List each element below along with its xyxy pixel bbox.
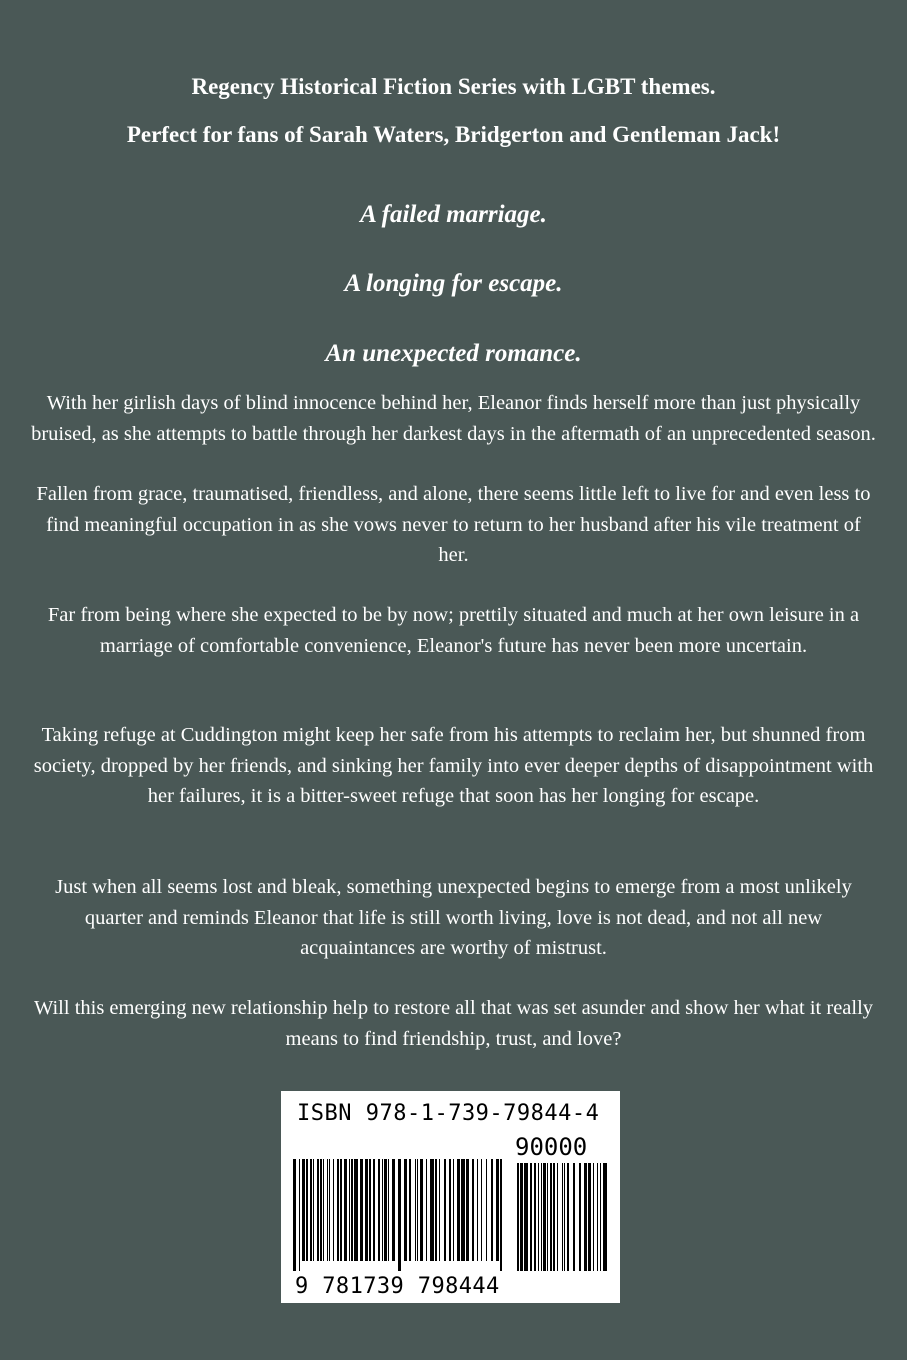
barcode-bar — [573, 1163, 575, 1271]
tagline-2: A longing for escape. — [344, 270, 563, 297]
barcode-bar — [588, 1163, 591, 1271]
barcode-bar — [466, 1159, 469, 1261]
barcode-bar — [520, 1163, 523, 1271]
barcode-bar — [457, 1159, 460, 1261]
barcode-bar — [496, 1159, 499, 1261]
blurb-paragraph-3: Far from being where she expected to be by now; prettily situated and much at her own leisure in a marriage of comfortable convenience, Eleanor's future has never been more uncertain. — [47, 604, 860, 657]
barcode-bar — [500, 1159, 502, 1271]
barcode-bar — [453, 1159, 454, 1261]
barcode-bar — [344, 1159, 347, 1261]
barcode-bar — [323, 1159, 324, 1261]
barcode-bar — [449, 1159, 451, 1261]
barcode-bar — [420, 1159, 423, 1261]
barcode-bar — [593, 1163, 594, 1271]
barcode-bar — [388, 1159, 389, 1261]
barcode-bar — [547, 1163, 548, 1271]
barcode-bar — [415, 1159, 416, 1261]
barcode-bar — [517, 1163, 519, 1271]
barcode-bar — [337, 1159, 339, 1261]
barcode-bar — [384, 1159, 387, 1261]
barcode-bar — [382, 1159, 383, 1261]
barcode-bar — [530, 1163, 532, 1271]
price-code: 90000 — [515, 1133, 588, 1161]
barcode-bar — [435, 1159, 437, 1261]
barcode-bar — [409, 1159, 411, 1261]
barcode-bar — [404, 1159, 407, 1261]
barcode-bar — [538, 1163, 539, 1271]
barcode-bar — [306, 1159, 308, 1261]
barcode-bar — [354, 1159, 358, 1261]
fans-recommendation: Perfect for fans of Sarah Waters, Bridgerton and Gentleman Jack! — [126, 122, 781, 147]
series-description: Regency Historical Fiction Series with LGBT themes. — [191, 74, 716, 99]
barcode-bar — [313, 1159, 314, 1261]
blurb-paragraph-4: Taking refuge at Cuddington might keep her safe from his attempts to reclaim her, but shunned from society, dropped by her friends, and sinking her family into ever deeper depths of disappointment with her failures, it is a bitter-sweet refuge that soon has her longing for escape. — [33, 724, 874, 807]
barcode-bar — [340, 1159, 342, 1261]
barcode-bar — [327, 1159, 328, 1261]
barcode-bar — [557, 1163, 558, 1271]
addon-barcode-bars — [517, 1163, 611, 1273]
barcode-bar — [430, 1159, 434, 1261]
barcode-bar — [579, 1163, 581, 1271]
barcode-bar — [553, 1163, 555, 1271]
barcode-bar — [524, 1163, 528, 1271]
barcode-bar — [373, 1159, 375, 1261]
barcode-bar — [597, 1163, 598, 1271]
barcode-bar — [365, 1159, 368, 1261]
barcode-bar — [603, 1163, 607, 1271]
barcode-bar — [562, 1163, 563, 1271]
barcode-bar — [491, 1159, 493, 1261]
barcode-bar — [369, 1159, 371, 1261]
barcode-bar — [293, 1159, 296, 1271]
isbn-number: ISBN 978-1-739-79844-4 — [297, 1101, 600, 1126]
barcode-bar — [567, 1163, 569, 1271]
barcode-bar — [351, 1159, 353, 1261]
barcode-bar — [564, 1163, 565, 1271]
barcode-bar — [320, 1159, 322, 1261]
barcode-bar — [302, 1159, 305, 1261]
isbn-barcode — [281, 1091, 620, 1303]
blurb-paragraph-1: With her girlish days of blind innocence behind her, Eleanor finds herself more than just physically bruised, as she attempts to battle through her darkest days in the aftermath of an unprecedented season. — [31, 392, 876, 445]
tagline-3: An unexpected romance. — [325, 340, 582, 367]
barcode-bar — [461, 1159, 465, 1261]
barcode-bar — [333, 1159, 334, 1261]
barcode-bar — [378, 1159, 380, 1261]
blurb-paragraph-2: Fallen from grace, traumatised, friendless, and alone, there seems little left to live for and even less to find meaningful occupation in as she vows never to return to her husband after his vile treatment of her. — [36, 483, 871, 566]
barcode-bar — [486, 1159, 487, 1261]
ean-barcode-bars — [293, 1159, 509, 1277]
blurb-paragraph-6: Will this emerging new relationship help to restore all that was set asunder and show her what it really means to find friendship, trust, and love? — [33, 997, 874, 1050]
barcode-bar — [584, 1163, 587, 1271]
barcode-bar — [317, 1159, 319, 1261]
barcode-bar — [444, 1159, 446, 1261]
barcode-bar — [349, 1159, 350, 1261]
barcode-bar — [477, 1159, 478, 1261]
barcode-bar — [550, 1163, 552, 1271]
barcode-bar — [600, 1163, 601, 1271]
barcode-bar — [329, 1159, 330, 1261]
barcode-bar — [534, 1163, 536, 1271]
barcode-bar — [310, 1159, 312, 1261]
tagline-1: A failed marriage. — [360, 201, 547, 228]
barcode-bar — [417, 1159, 418, 1261]
barcode-bar — [299, 1159, 300, 1271]
barcode-bar — [541, 1163, 542, 1271]
blurb-paragraph-5: Just when all seems lost and bleak, something unexpected begins to emerge from a most unlikely quarter and reminds Eleanor that life is still worth living, love is not dead, and not all new acquaintances are worthy of mistrust. — [55, 876, 852, 959]
ean-digits: 9 781739 798444 — [295, 1274, 500, 1299]
barcode-bar — [398, 1159, 401, 1271]
barcode-bar — [426, 1159, 427, 1261]
barcode-bar — [543, 1163, 546, 1271]
barcode-bar — [360, 1159, 363, 1261]
barcode-bar — [472, 1159, 474, 1261]
barcode-bar — [481, 1159, 482, 1261]
barcode-bar — [439, 1159, 440, 1261]
barcode-bar — [392, 1159, 395, 1261]
